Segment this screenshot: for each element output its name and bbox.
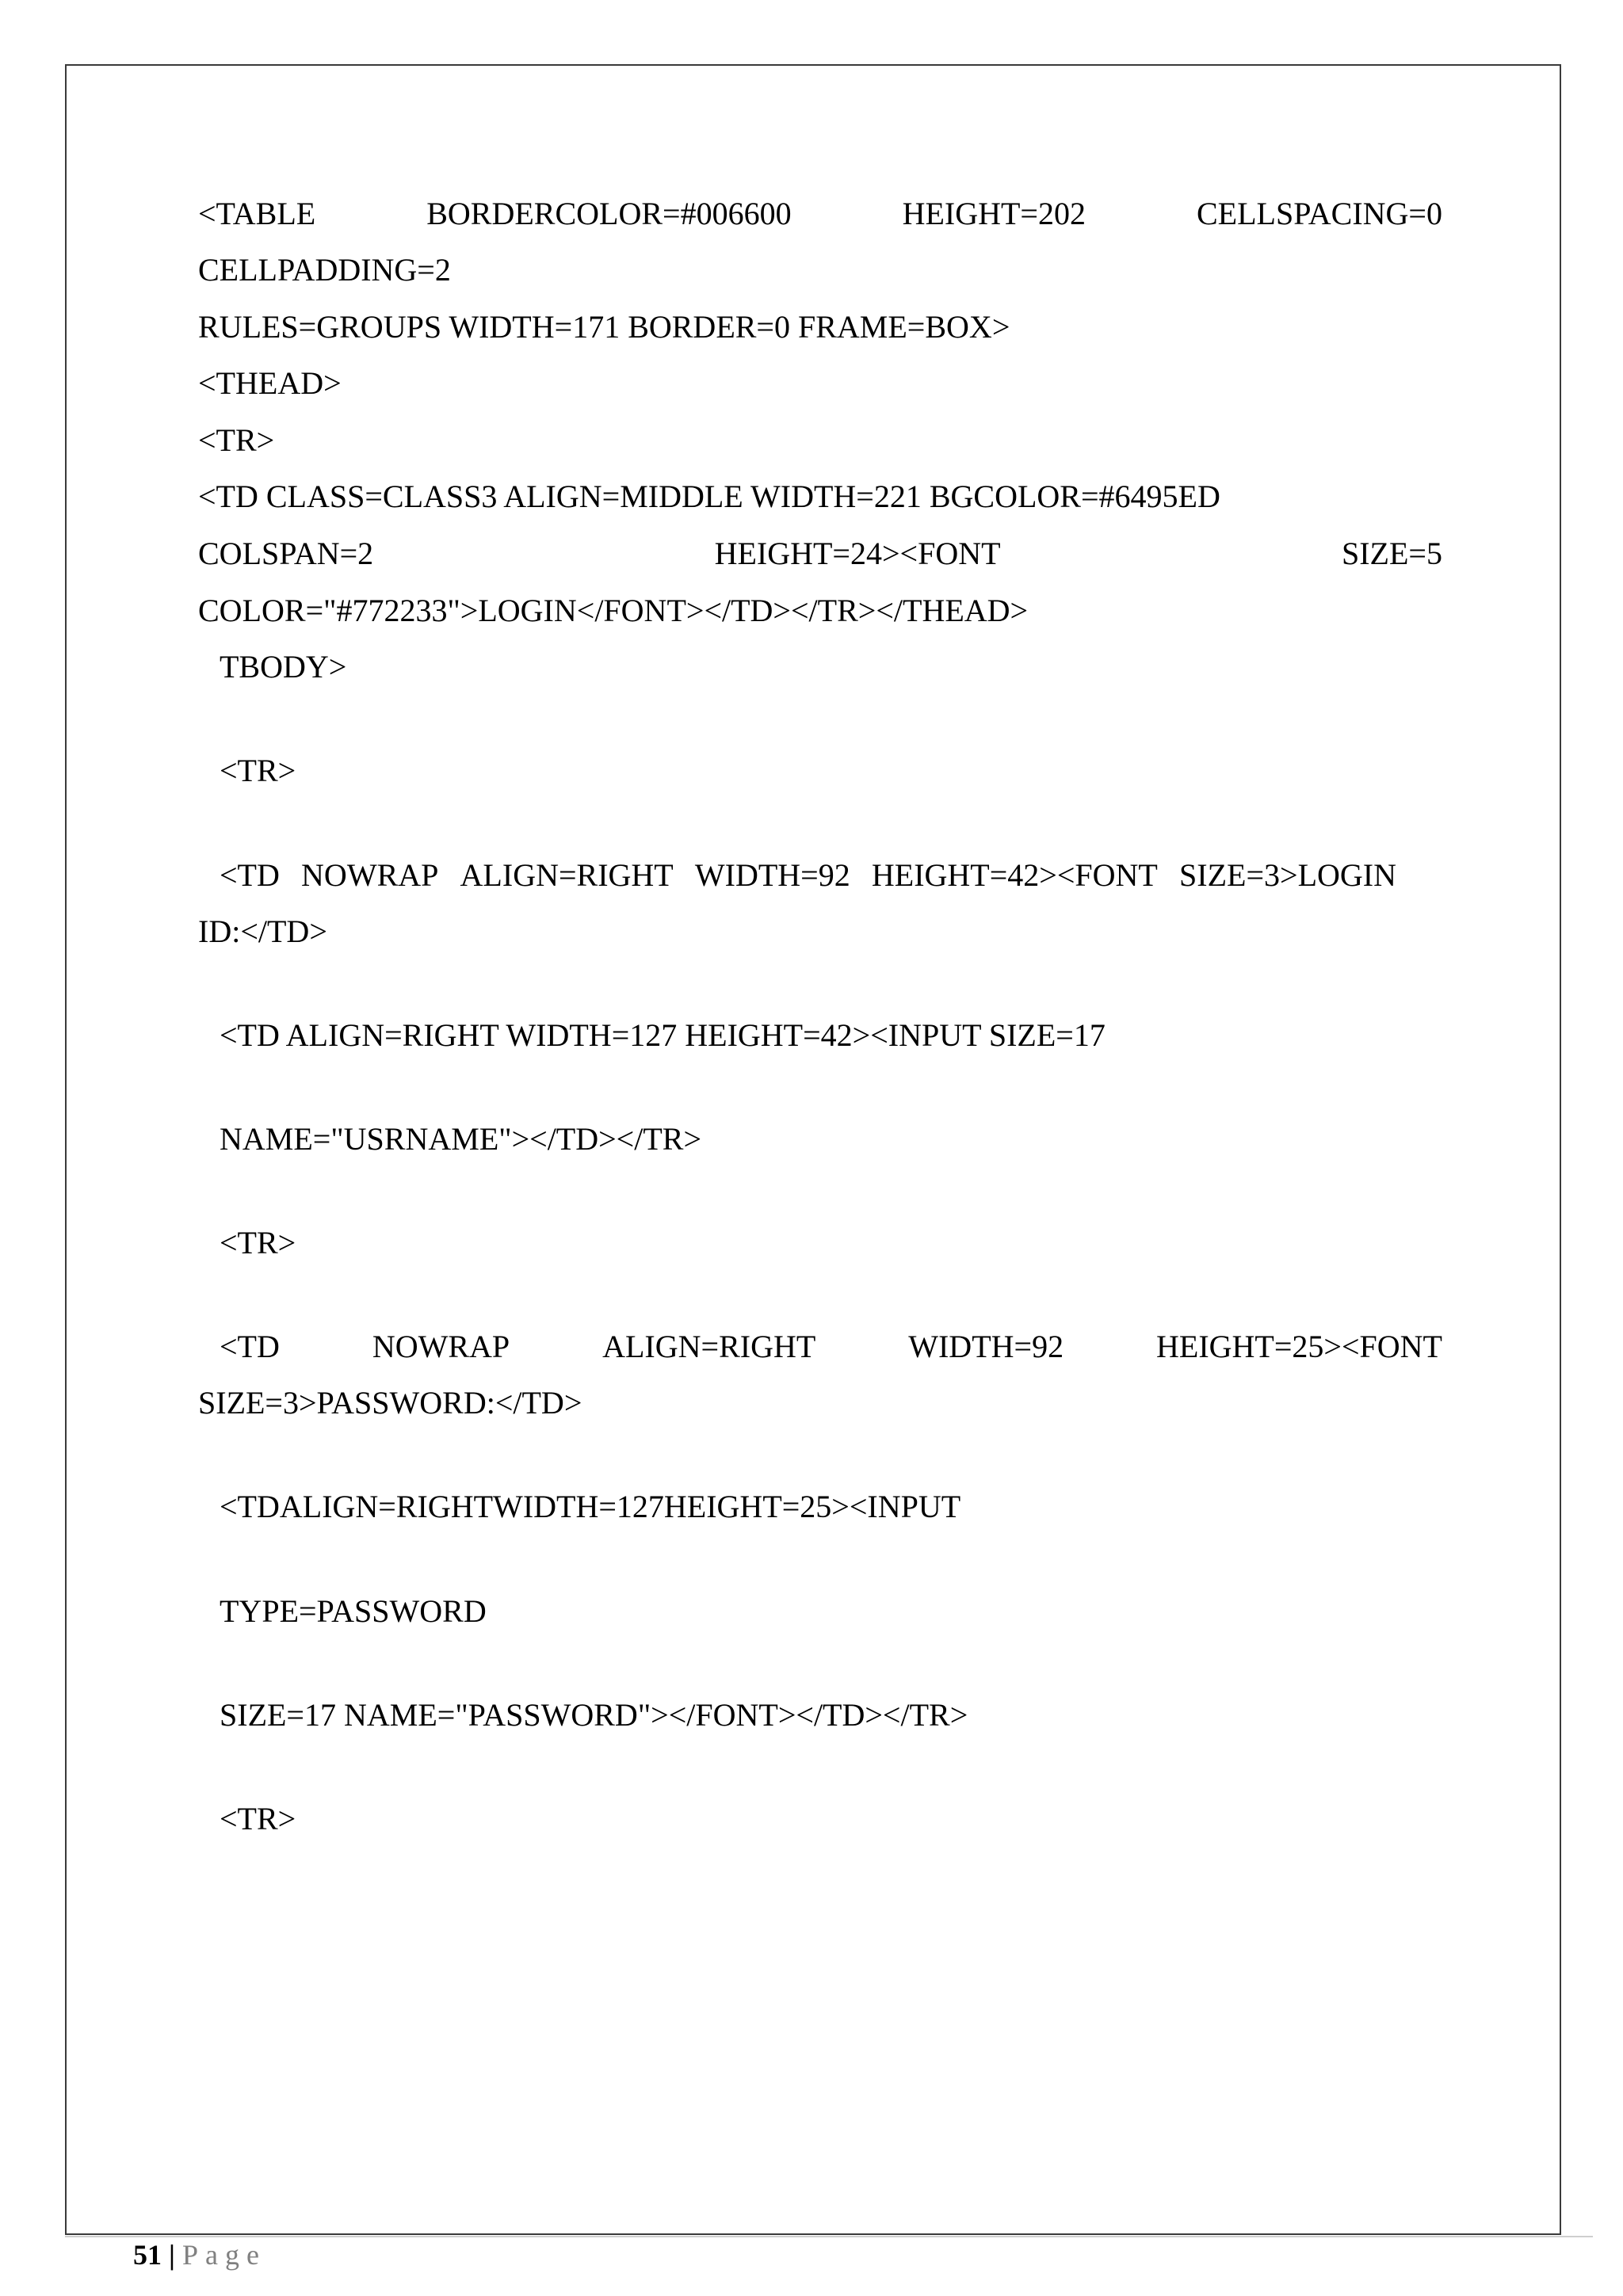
code-line-5: <TR> bbox=[198, 422, 275, 458]
code-line-3: RULES=GROUPS WIDTH=171 BORDER=0 FRAME=BOX> bbox=[198, 309, 1010, 345]
code-line-19: TYPE=PASSWORD bbox=[220, 1593, 487, 1629]
code-line-7 bbox=[198, 535, 1442, 573]
code-line-8: COLOR="#772233">LOGIN</FONT></TD></TR></THEAD> bbox=[198, 593, 1029, 628]
code-word: ALIGN=RIGHT bbox=[460, 857, 674, 893]
code-word: CELLSPACING=0 bbox=[1196, 196, 1442, 231]
code-line-1 bbox=[198, 195, 1442, 233]
code-word: <TD bbox=[220, 1329, 280, 1364]
code-line-15: <TR> bbox=[220, 1225, 296, 1261]
code-line-6: <TD CLASS=CLASS3 ALIGN=MIDDLE WIDTH=221 BGCOLOR=#6495ED bbox=[198, 479, 1220, 514]
code-word: COLSPAN=2 bbox=[198, 536, 374, 571]
code-word: HEIGHT=202 bbox=[902, 196, 1086, 231]
code-word: SIZE=3>LOGIN bbox=[1179, 857, 1396, 893]
code-word: <TABLE bbox=[198, 196, 316, 231]
code-line-21: <TR> bbox=[220, 1801, 296, 1836]
code-word: HEIGHT=25><FONT bbox=[1156, 1329, 1442, 1364]
code-word: NOWRAP bbox=[301, 857, 439, 893]
code-line-2: CELLPADDING=2 bbox=[198, 252, 451, 288]
code-word: HEIGHT=24><FONT bbox=[714, 536, 1001, 571]
code-word: NOWRAP bbox=[372, 1329, 510, 1364]
code-line-18: <TDALIGN=RIGHTWIDTH=127HEIGHT=25><INPUT bbox=[220, 1489, 961, 1524]
code-line-14: NAME="USRNAME"></TD></TR> bbox=[220, 1121, 702, 1157]
code-word: ALIGN=RIGHT bbox=[602, 1329, 816, 1364]
code-line-20: SIZE=17 NAME="PASSWORD"></FONT></TD></TR> bbox=[220, 1697, 968, 1733]
code-line-11 bbox=[220, 856, 1396, 894]
page-number: 51 bbox=[133, 2239, 162, 2271]
code-line-4: <THEAD> bbox=[198, 365, 342, 401]
footer-separator: | bbox=[169, 2239, 175, 2271]
code-word: SIZE=5 bbox=[1341, 536, 1442, 571]
code-line-13: <TD ALIGN=RIGHT WIDTH=127 HEIGHT=42><INPUT SIZE=17 bbox=[220, 1017, 1106, 1053]
code-word: WIDTH=92 bbox=[908, 1329, 1064, 1364]
page-footer bbox=[133, 2236, 266, 2274]
code-word: HEIGHT=42><FONT bbox=[871, 857, 1158, 893]
code-word: <TD bbox=[220, 857, 280, 893]
code-word: WIDTH=92 bbox=[694, 857, 850, 893]
code-line-10: <TR> bbox=[220, 753, 296, 788]
code-line-12: ID:</TD> bbox=[198, 913, 327, 949]
code-word: BORDERCOLOR=#006600 bbox=[426, 196, 792, 231]
code-line-9: TBODY> bbox=[220, 649, 347, 685]
code-line-16 bbox=[220, 1328, 1442, 1366]
page-label: Page bbox=[181, 2239, 266, 2271]
footer-divider bbox=[65, 2236, 1593, 2237]
code-line-17: SIZE=3>PASSWORD:</TD> bbox=[198, 1385, 582, 1421]
